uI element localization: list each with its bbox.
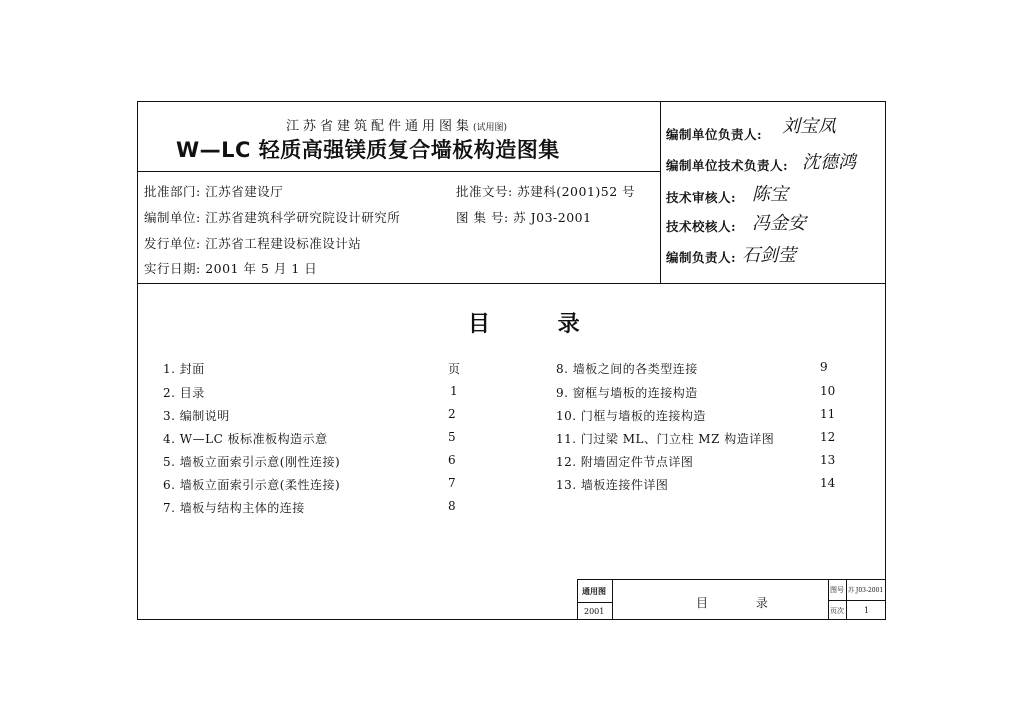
atlas-number (456, 208, 592, 226)
toc-page-13: 14 (820, 476, 836, 490)
publisher-label: 发行单位: (144, 236, 201, 251)
header-divider-vertical (660, 102, 661, 283)
approval-doc-value: 苏建科(2001)52 号 (517, 184, 636, 199)
compiler (144, 208, 400, 226)
compiler-value: 江苏省建筑科学研究院设计研究所 (205, 210, 401, 225)
series-title-text: 江苏省建筑配件通用图集 (286, 119, 474, 134)
approval-dept-value: 江苏省建设厅 (205, 184, 284, 199)
toc-page-12: 13 (820, 453, 836, 467)
toc-page-col-label: 页 (448, 362, 461, 376)
toc-item-11[interactable]: 11. 门过梁 ML、门立柱 MZ 构造详图 (556, 432, 775, 446)
responsible-label-5: 编制负责人: (666, 250, 737, 265)
publisher-value: 江苏省工程建设标准设计站 (205, 236, 362, 251)
toc-page-9: 10 (820, 384, 836, 398)
toc-page-7: 8 (448, 499, 456, 513)
tb-row-divider-right (828, 600, 886, 601)
toc-page-8: 9 (820, 360, 828, 374)
tb-year: 2001 (584, 607, 605, 616)
tb-page-label: 页次 (830, 607, 844, 615)
toc-page-6: 7 (448, 476, 456, 490)
tb-page-value: 1 (864, 606, 870, 615)
signature-3: 陈宝 (752, 184, 788, 205)
compiler-label: 编制单位: (144, 210, 201, 225)
effective-date-label: 实行日期: (144, 261, 201, 276)
toc-page-4: 5 (448, 430, 456, 444)
atlas-number-label: 图 集 号: (456, 210, 509, 225)
toc-title: 目 录 (468, 311, 610, 337)
series-title (286, 115, 507, 134)
atlas-number-value: 苏 J03-2001 (513, 210, 592, 225)
tb-atlas-label: 通用图 (582, 586, 606, 596)
responsible-label-2: 编制单位技术负责人: (666, 158, 789, 173)
toc-item-4[interactable]: 4. W—LC 板标准板构造示意 (163, 432, 328, 446)
toc-item-9[interactable]: 9. 窗框与墙板的连接构造 (556, 386, 698, 400)
tb-center-title: 目 录 (696, 596, 790, 610)
signature-1: 刘宝凤 (782, 116, 836, 137)
toc-page-3: 2 (448, 407, 456, 421)
toc-item-7[interactable]: 7. 墙板与结构主体的连接 (163, 501, 305, 515)
toc-item-12[interactable]: 12. 附墙固定件节点详图 (556, 455, 694, 469)
main-title: W—LC 轻质高强镁质复合墙板构造图集 (176, 138, 560, 162)
approval-doc-label: 批准文号: (456, 184, 513, 199)
toc-item-3[interactable]: 3. 编制说明 (163, 409, 230, 423)
signature-2: 沈德鸿 (802, 152, 856, 173)
toc-item-8[interactable]: 8. 墙板之间的各类型连接 (556, 362, 698, 376)
tb-no-value: 苏 J03-2001 (848, 587, 884, 594)
responsible-label-1: 编制单位负责人: (666, 127, 763, 142)
toc-page-5: 6 (448, 453, 456, 467)
responsible-label-4: 技术校核人: (666, 219, 737, 234)
toc-item-5[interactable]: 5. 墙板立面索引示意(刚性连接) (163, 455, 341, 469)
toc-item-1[interactable]: 1. 封面 (163, 362, 205, 376)
toc-item-10[interactable]: 10. 门框与墙板的连接构造 (556, 409, 706, 423)
series-note: (试用图) (473, 123, 508, 133)
toc-item-6[interactable]: 6. 墙板立面索引示意(柔性连接) (163, 478, 341, 492)
publisher (144, 234, 361, 252)
signature-4: 冯金安 (752, 213, 806, 234)
effective-date-value: 2001 年 5 月 1 日 (205, 261, 318, 276)
approval-dept (144, 182, 283, 200)
tb-row-divider-left (578, 602, 612, 603)
toc-item-2[interactable]: 2. 目录 (163, 386, 205, 400)
signature-5: 石剑莹 (742, 245, 796, 266)
approval-doc (456, 182, 635, 200)
tb-no-label: 图号 (830, 586, 844, 594)
header-bottom-divider (138, 283, 885, 284)
toc-page-11: 12 (820, 430, 836, 444)
approval-dept-label: 批准部门: (144, 184, 201, 199)
toc-page-10: 11 (820, 407, 836, 421)
tb-divider-1 (612, 580, 613, 620)
responsible-label-3: 技术审核人: (666, 190, 737, 205)
title-block (577, 579, 885, 619)
effective-date (144, 259, 317, 277)
toc-page-2: 1 (450, 384, 458, 398)
toc-item-13[interactable]: 13. 墙板连接件详图 (556, 478, 669, 492)
title-divider (138, 171, 660, 172)
drawing-sheet (137, 101, 886, 620)
